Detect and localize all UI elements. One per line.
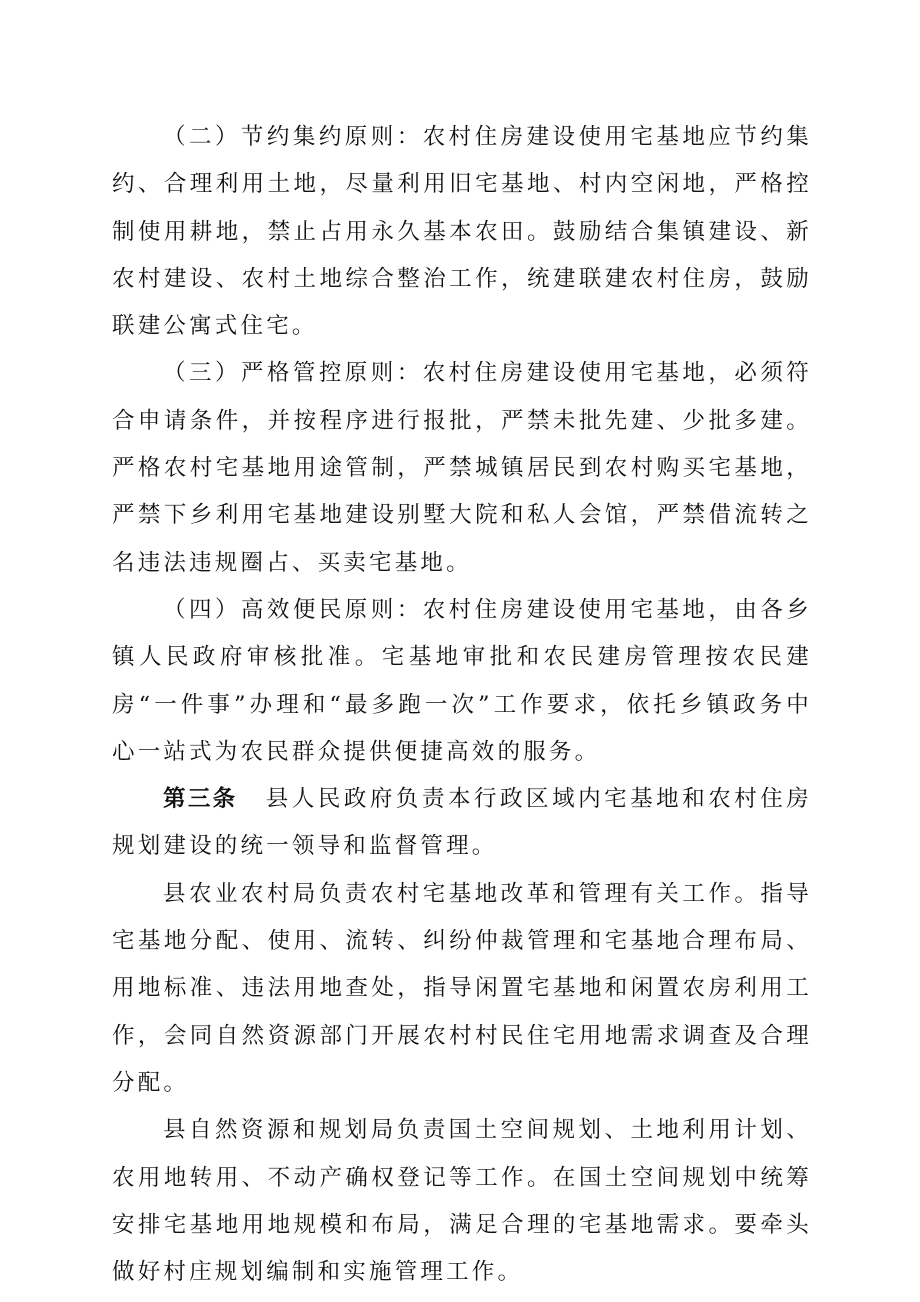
paragraph-text: 县人民政府负责本行政区域内宅基地和农村住房规划建设的统一领导和监督管理。 xyxy=(112,786,812,860)
paragraph-text: （二）节约集约原则：农村住房建设使用宅基地应节约集约、合理利用土地，尽量利用旧宅基地、村内空闲地，严格控制使用耕地，禁止占用永久基本农田。鼓励结合集镇建设、新农村建设、农村土地综合整治工作，统建联建农村住房，鼓励联建公寓式住宅。 xyxy=(112,124,812,340)
paragraph-agriculture-bureau xyxy=(112,871,812,1107)
article-heading: 第三条 xyxy=(163,786,238,813)
paragraph-text: （三）严格管控原则：农村住房建设使用宅基地，必须符合申请条件，并按程序进行报批，严禁未批先建、少批多建。严格农村宅基地用途管制，严禁城镇居民到农村购买宅基地，严禁下乡利用宅基地建设别墅大院和私人会馆，严禁借流转之名违法违规圈占、买卖宅基地。 xyxy=(112,360,812,576)
paragraph-strict-control-principle xyxy=(112,350,812,586)
paragraph-text: 县自然资源和规划局负责国土空间规划、土地利用计划、农用地转用、不动产确权登记等工作。在国土空间规划中统筹安排宅基地用地规模和布局，满足合理的宅基地需求。要牵头做好村庄规划编制和实施管理工作。 xyxy=(112,1117,812,1286)
paragraph-natural-resources-bureau xyxy=(112,1107,812,1296)
document-page xyxy=(112,114,812,1296)
paragraph-efficiency-principle xyxy=(112,587,812,776)
paragraph-saving-principle xyxy=(112,114,812,350)
paragraph-text: （四）高效便民原则：农村住房建设使用宅基地，由各乡镇人民政府审核批准。宅基地审批和农民建房管理按农民建房“一件事”办理和“最多跑一次”工作要求，依托乡镇政务中心一站式为农民群众提供便捷高效的服务。 xyxy=(112,596,812,765)
paragraph-text: 县农业农村局负责农村宅基地改革和管理有关工作。指导宅基地分配、使用、流转、纠纷仲裁管理和宅基地合理布局、用地标准、违法用地查处，指导闲置宅基地和闲置农房利用工作，会同自然资源部门开展农村村民住宅用地需求调查及合理分配。 xyxy=(112,880,812,1096)
article-three xyxy=(112,776,812,871)
